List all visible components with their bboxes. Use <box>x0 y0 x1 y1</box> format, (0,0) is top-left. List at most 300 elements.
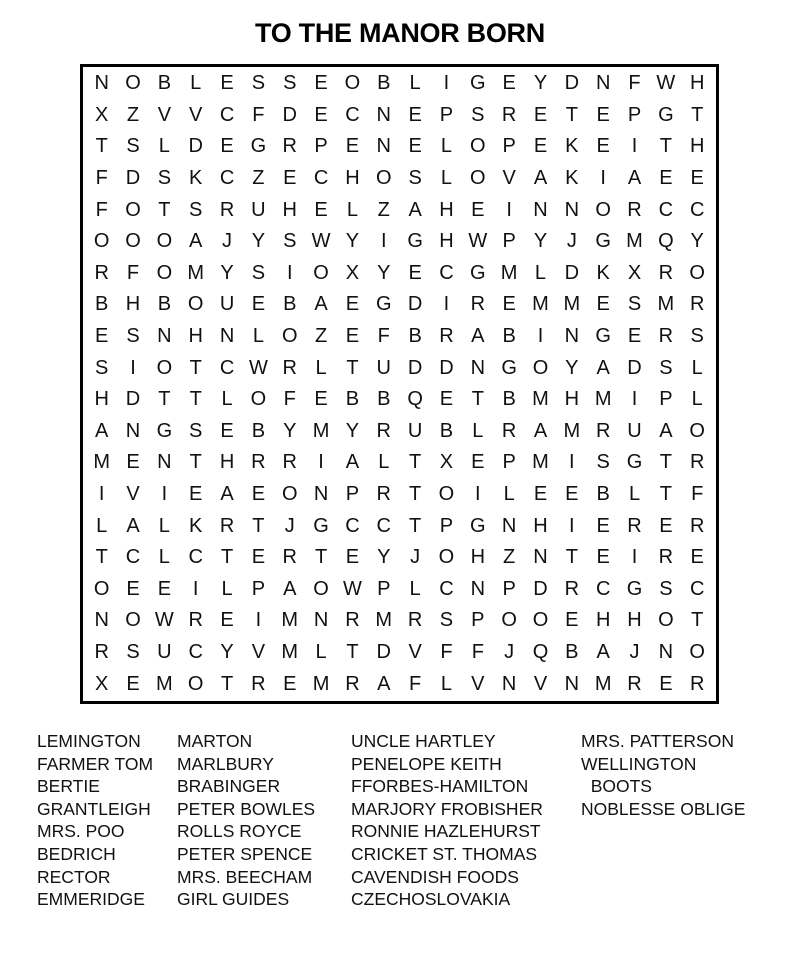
grid-letter-cell[interactable]: B <box>408 325 422 348</box>
grid-letter-cell[interactable]: H <box>439 198 454 221</box>
grid-letter-cell[interactable]: L <box>691 356 703 379</box>
grid-letter-cell[interactable]: J <box>284 514 295 537</box>
grid-letter-cell[interactable]: L <box>96 514 108 537</box>
grid-letter-cell[interactable]: A <box>596 356 610 379</box>
grid-letter-cell[interactable]: E <box>220 419 234 442</box>
grid-letter-cell[interactable]: I <box>318 451 324 474</box>
grid-letter-cell[interactable]: T <box>346 356 359 379</box>
grid-letter-cell[interactable]: Y <box>220 261 234 284</box>
grid-letter-cell[interactable]: E <box>345 546 360 569</box>
grid-letter-cell[interactable]: M <box>312 419 330 442</box>
grid-letter-cell[interactable]: E <box>565 483 579 506</box>
grid-letter-cell[interactable]: E <box>126 451 140 474</box>
grid-letter-cell[interactable]: P <box>502 451 516 474</box>
grid-letter-cell[interactable]: N <box>376 135 391 158</box>
grid-letter-cell[interactable]: F <box>440 640 453 663</box>
grid-letter-cell[interactable]: E <box>502 72 516 95</box>
grid-letter-cell[interactable]: N <box>595 72 611 95</box>
grid-letter-cell[interactable]: L <box>158 546 170 569</box>
grid-letter-cell[interactable]: F <box>377 325 390 348</box>
grid-letter-cell[interactable]: U <box>627 419 642 442</box>
grid-letter-cell[interactable]: E <box>283 167 297 190</box>
grid-letter-cell[interactable]: A <box>627 167 642 190</box>
grid-letter-cell[interactable]: F <box>409 672 422 695</box>
grid-letter-cell[interactable]: S <box>596 451 610 474</box>
grid-letter-cell[interactable]: H <box>627 609 642 632</box>
grid-letter-cell[interactable]: A <box>533 167 548 190</box>
word-search-grid[interactable] <box>86 68 713 700</box>
grid-letter-cell[interactable]: R <box>689 293 705 316</box>
grid-letter-cell[interactable]: U <box>376 356 391 379</box>
grid-letter-cell[interactable]: S <box>471 103 485 126</box>
grid-letter-cell[interactable]: P <box>627 103 642 126</box>
grid-letter-cell[interactable]: A <box>471 325 485 348</box>
grid-letter-cell[interactable]: P <box>502 230 516 253</box>
grid-letter-cell[interactable]: T <box>659 451 672 474</box>
grid-letter-cell[interactable]: D <box>564 261 580 284</box>
grid-letter-cell[interactable]: O <box>93 230 110 253</box>
grid-letter-cell[interactable]: T <box>158 198 171 221</box>
grid-letter-cell[interactable]: L <box>158 514 170 537</box>
grid-letter-cell[interactable]: N <box>470 577 486 600</box>
grid-letter-cell[interactable]: E <box>659 514 673 537</box>
grid-letter-cell[interactable]: O <box>689 419 705 442</box>
grid-letter-cell[interactable]: U <box>407 419 423 442</box>
grid-letter-cell[interactable]: O <box>125 609 141 632</box>
grid-letter-cell[interactable]: B <box>345 388 360 411</box>
grid-letter-cell[interactable]: E <box>314 72 328 95</box>
grid-letter-cell[interactable]: O <box>125 230 141 253</box>
grid-letter-cell[interactable]: S <box>439 609 454 632</box>
grid-letter-cell[interactable]: O <box>344 72 361 95</box>
grid-letter-cell[interactable]: Q <box>407 388 423 411</box>
grid-letter-cell[interactable]: L <box>190 72 202 95</box>
grid-letter-cell[interactable]: P <box>439 514 454 537</box>
grid-letter-cell[interactable]: E <box>251 546 266 569</box>
grid-letter-cell[interactable]: L <box>221 577 233 600</box>
grid-letter-cell[interactable]: E <box>596 293 610 316</box>
grid-letter-cell[interactable]: W <box>656 72 676 95</box>
grid-letter-cell[interactable]: X <box>439 451 454 474</box>
grid-letter-cell[interactable]: E <box>533 135 548 158</box>
grid-letter-cell[interactable]: I <box>443 293 450 316</box>
grid-letter-cell[interactable]: M <box>156 672 173 695</box>
grid-letter-cell[interactable]: S <box>189 198 203 221</box>
grid-letter-cell[interactable]: R <box>627 672 642 695</box>
grid-letter-cell[interactable]: E <box>439 388 454 411</box>
grid-letter-cell[interactable]: O <box>313 577 329 600</box>
grid-letter-cell[interactable]: S <box>690 325 704 348</box>
grid-letter-cell[interactable]: M <box>563 419 581 442</box>
grid-letter-cell[interactable]: G <box>470 514 486 537</box>
grid-letter-cell[interactable]: A <box>220 483 234 506</box>
grid-letter-cell[interactable]: A <box>189 230 203 253</box>
grid-letter-cell[interactable]: I <box>286 261 293 284</box>
grid-letter-cell[interactable]: C <box>219 356 235 379</box>
grid-letter-cell[interactable]: S <box>659 356 673 379</box>
grid-letter-cell[interactable]: N <box>564 325 580 348</box>
grid-letter-cell[interactable]: N <box>313 483 329 506</box>
grid-letter-cell[interactable]: T <box>565 103 578 126</box>
grid-letter-cell[interactable]: S <box>251 72 266 95</box>
grid-letter-cell[interactable]: O <box>689 261 705 284</box>
grid-letter-cell[interactable]: F <box>126 261 140 284</box>
grid-letter-cell[interactable]: N <box>313 609 329 632</box>
grid-letter-cell[interactable]: A <box>533 419 548 442</box>
grid-letter-cell[interactable]: R <box>658 325 674 348</box>
grid-letter-cell[interactable]: O <box>470 167 486 190</box>
grid-letter-cell[interactable]: E <box>596 546 610 569</box>
grid-letter-cell[interactable]: R <box>627 514 642 537</box>
grid-letter-cell[interactable]: L <box>440 167 453 190</box>
grid-letter-cell[interactable]: F <box>95 167 108 190</box>
grid-letter-cell[interactable]: Z <box>252 167 265 190</box>
grid-letter-cell[interactable]: V <box>502 167 516 190</box>
grid-letter-cell[interactable]: R <box>627 198 642 221</box>
grid-letter-cell[interactable]: L <box>440 672 453 695</box>
grid-letter-cell[interactable]: N <box>564 672 580 695</box>
grid-letter-cell[interactable]: C <box>439 577 454 600</box>
grid-letter-cell[interactable]: C <box>439 261 454 284</box>
grid-letter-cell[interactable]: T <box>691 103 704 126</box>
grid-letter-cell[interactable]: R <box>345 672 360 695</box>
grid-letter-cell[interactable]: F <box>283 388 296 411</box>
grid-letter-cell[interactable]: G <box>470 72 486 95</box>
grid-letter-cell[interactable]: L <box>628 483 641 506</box>
grid-letter-cell[interactable]: S <box>189 419 203 442</box>
grid-letter-cell[interactable]: D <box>533 577 548 600</box>
grid-letter-cell[interactable]: M <box>532 451 549 474</box>
grid-letter-cell[interactable]: A <box>126 514 140 537</box>
grid-letter-cell[interactable]: G <box>470 261 486 284</box>
grid-letter-cell[interactable]: C <box>345 103 360 126</box>
grid-letter-cell[interactable]: E <box>220 609 234 632</box>
grid-letter-cell[interactable]: E <box>690 546 704 569</box>
grid-letter-cell[interactable]: E <box>471 198 485 221</box>
grid-letter-cell[interactable]: P <box>659 388 673 411</box>
grid-letter-cell[interactable]: T <box>220 672 234 695</box>
grid-letter-cell[interactable]: T <box>409 451 422 474</box>
grid-letter-cell[interactable]: N <box>470 356 486 379</box>
grid-letter-cell[interactable]: E <box>157 577 172 600</box>
grid-letter-cell[interactable]: L <box>315 640 327 663</box>
grid-letter-cell[interactable]: H <box>689 72 705 95</box>
grid-letter-cell[interactable]: V <box>251 640 266 663</box>
grid-letter-cell[interactable]: V <box>126 483 140 506</box>
grid-letter-cell[interactable]: T <box>95 135 108 158</box>
grid-letter-cell[interactable]: Y <box>565 356 579 379</box>
grid-letter-cell[interactable]: B <box>377 388 391 411</box>
grid-letter-cell[interactable]: S <box>659 577 673 600</box>
grid-letter-cell[interactable]: L <box>221 388 233 411</box>
grid-letter-cell[interactable]: N <box>219 325 235 348</box>
grid-letter-cell[interactable]: Y <box>377 546 391 569</box>
grid-letter-cell[interactable]: E <box>408 103 422 126</box>
grid-letter-cell[interactable]: P <box>251 577 266 600</box>
grid-letter-cell[interactable]: L <box>534 261 547 284</box>
grid-letter-cell[interactable]: R <box>470 293 486 316</box>
grid-letter-cell[interactable]: L <box>691 388 703 411</box>
grid-letter-cell[interactable]: O <box>470 135 486 158</box>
grid-letter-cell[interactable]: E <box>314 388 328 411</box>
grid-letter-cell[interactable]: O <box>281 325 298 348</box>
grid-letter-cell[interactable]: S <box>126 135 140 158</box>
grid-letter-cell[interactable]: T <box>346 640 359 663</box>
grid-letter-cell[interactable]: C <box>219 103 235 126</box>
grid-letter-cell[interactable]: O <box>501 609 517 632</box>
grid-letter-cell[interactable]: E <box>690 167 704 190</box>
grid-letter-cell[interactable]: V <box>471 672 485 695</box>
grid-letter-cell[interactable]: E <box>126 577 140 600</box>
grid-letter-cell[interactable]: A <box>283 577 297 600</box>
grid-letter-cell[interactable]: G <box>313 514 329 537</box>
grid-letter-cell[interactable]: I <box>631 546 638 569</box>
grid-letter-cell[interactable]: R <box>439 325 454 348</box>
grid-letter-cell[interactable]: B <box>502 388 516 411</box>
grid-letter-cell[interactable]: P <box>345 483 360 506</box>
grid-letter-cell[interactable]: R <box>94 640 109 663</box>
grid-letter-cell[interactable]: I <box>537 325 544 348</box>
grid-letter-cell[interactable]: E <box>533 103 548 126</box>
grid-letter-cell[interactable]: I <box>631 388 638 411</box>
grid-letter-cell[interactable]: I <box>569 514 575 537</box>
grid-letter-cell[interactable]: A <box>314 293 328 316</box>
grid-letter-cell[interactable]: T <box>220 546 234 569</box>
grid-letter-cell[interactable]: W <box>248 356 268 379</box>
grid-letter-cell[interactable]: N <box>94 609 109 632</box>
grid-letter-cell[interactable]: M <box>532 388 549 411</box>
grid-letter-cell[interactable]: T <box>95 546 108 569</box>
grid-letter-cell[interactable]: I <box>569 451 575 474</box>
grid-letter-cell[interactable]: O <box>689 640 705 663</box>
grid-letter-cell[interactable]: E <box>95 325 109 348</box>
grid-letter-cell[interactable]: O <box>313 261 329 284</box>
grid-letter-cell[interactable]: T <box>691 609 704 632</box>
grid-letter-cell[interactable]: T <box>189 356 202 379</box>
grid-letter-cell[interactable]: H <box>188 325 203 348</box>
grid-letter-cell[interactable]: C <box>658 198 674 221</box>
grid-letter-cell[interactable]: I <box>506 198 512 221</box>
grid-letter-cell[interactable]: O <box>187 293 204 316</box>
grid-letter-cell[interactable]: R <box>251 672 266 695</box>
grid-letter-cell[interactable]: E <box>314 103 328 126</box>
grid-letter-cell[interactable]: Y <box>533 72 548 95</box>
grid-letter-cell[interactable]: O <box>532 356 549 379</box>
grid-letter-cell[interactable]: N <box>501 672 517 695</box>
grid-letter-cell[interactable]: W <box>468 230 488 253</box>
grid-letter-cell[interactable]: C <box>595 577 611 600</box>
grid-letter-cell[interactable]: Y <box>251 230 266 253</box>
grid-letter-cell[interactable]: G <box>595 325 611 348</box>
grid-letter-cell[interactable]: I <box>161 483 168 506</box>
grid-letter-cell[interactable]: B <box>283 293 297 316</box>
grid-letter-cell[interactable]: T <box>565 546 578 569</box>
grid-letter-cell[interactable]: M <box>375 609 393 632</box>
grid-letter-cell[interactable]: E <box>283 672 297 695</box>
grid-letter-cell[interactable]: B <box>377 72 391 95</box>
grid-letter-cell[interactable]: S <box>283 230 297 253</box>
grid-letter-cell[interactable]: B <box>439 419 454 442</box>
grid-letter-cell[interactable]: R <box>219 514 235 537</box>
grid-letter-cell[interactable]: D <box>188 135 203 158</box>
grid-letter-cell[interactable]: G <box>375 293 392 316</box>
grid-letter-cell[interactable]: N <box>533 546 548 569</box>
grid-letter-cell[interactable]: L <box>378 451 390 474</box>
grid-letter-cell[interactable]: E <box>251 483 266 506</box>
grid-letter-cell[interactable]: R <box>188 609 203 632</box>
grid-letter-cell[interactable]: Y <box>220 640 234 663</box>
grid-letter-cell[interactable]: K <box>565 167 579 190</box>
grid-letter-cell[interactable]: E <box>659 672 673 695</box>
grid-letter-cell[interactable]: T <box>314 546 328 569</box>
grid-letter-cell[interactable]: H <box>595 609 611 632</box>
grid-letter-cell[interactable]: H <box>470 546 486 569</box>
grid-letter-cell[interactable]: F <box>252 103 265 126</box>
grid-letter-cell[interactable]: Y <box>533 230 548 253</box>
grid-letter-cell[interactable]: V <box>157 103 172 126</box>
grid-letter-cell[interactable]: R <box>282 451 297 474</box>
grid-letter-cell[interactable]: X <box>95 103 109 126</box>
grid-letter-cell[interactable]: C <box>689 577 705 600</box>
grid-letter-cell[interactable]: R <box>219 198 235 221</box>
grid-letter-cell[interactable]: T <box>659 135 672 158</box>
grid-letter-cell[interactable]: D <box>376 640 391 663</box>
grid-letter-cell[interactable]: R <box>689 451 705 474</box>
grid-letter-cell[interactable]: S <box>157 167 172 190</box>
grid-letter-cell[interactable]: G <box>626 451 643 474</box>
grid-letter-cell[interactable]: F <box>471 640 484 663</box>
grid-letter-cell[interactable]: X <box>95 672 109 695</box>
grid-letter-cell[interactable]: W <box>342 577 362 600</box>
grid-letter-cell[interactable]: E <box>627 325 642 348</box>
grid-letter-cell[interactable]: M <box>281 609 299 632</box>
grid-letter-cell[interactable]: T <box>409 514 422 537</box>
grid-letter-cell[interactable]: T <box>409 483 422 506</box>
grid-letter-cell[interactable]: A <box>596 640 610 663</box>
grid-letter-cell[interactable]: C <box>125 546 141 569</box>
grid-letter-cell[interactable]: N <box>125 419 141 442</box>
grid-letter-cell[interactable]: M <box>93 451 110 474</box>
grid-letter-cell[interactable]: E <box>345 325 360 348</box>
grid-letter-cell[interactable]: I <box>98 483 105 506</box>
grid-letter-cell[interactable]: G <box>250 135 267 158</box>
grid-letter-cell[interactable]: A <box>377 672 391 695</box>
grid-letter-cell[interactable]: R <box>501 103 517 126</box>
grid-letter-cell[interactable]: B <box>157 72 172 95</box>
grid-letter-cell[interactable]: I <box>443 72 450 95</box>
grid-letter-cell[interactable]: E <box>345 293 360 316</box>
grid-letter-cell[interactable]: V <box>189 103 203 126</box>
grid-letter-cell[interactable]: C <box>689 198 705 221</box>
grid-letter-cell[interactable]: F <box>628 72 641 95</box>
grid-letter-cell[interactable]: E <box>251 293 266 316</box>
grid-letter-cell[interactable]: I <box>192 577 199 600</box>
grid-letter-cell[interactable]: L <box>315 356 327 379</box>
grid-letter-cell[interactable]: H <box>689 135 705 158</box>
grid-letter-cell[interactable]: L <box>346 198 358 221</box>
grid-letter-cell[interactable]: O <box>125 72 141 95</box>
grid-letter-cell[interactable]: X <box>345 261 360 284</box>
grid-letter-cell[interactable]: G <box>658 103 674 126</box>
grid-letter-cell[interactable]: O <box>438 483 455 506</box>
grid-letter-cell[interactable]: T <box>252 514 265 537</box>
grid-letter-cell[interactable]: O <box>93 577 110 600</box>
grid-letter-cell[interactable]: M <box>312 672 330 695</box>
grid-letter-cell[interactable]: P <box>471 609 485 632</box>
grid-letter-cell[interactable]: O <box>156 230 173 253</box>
grid-letter-cell[interactable]: R <box>595 419 611 442</box>
grid-letter-cell[interactable]: O <box>438 546 455 569</box>
grid-letter-cell[interactable]: U <box>157 640 172 663</box>
grid-letter-cell[interactable]: M <box>657 293 675 316</box>
grid-letter-cell[interactable]: L <box>472 419 484 442</box>
grid-letter-cell[interactable]: Z <box>314 325 328 348</box>
grid-letter-cell[interactable]: P <box>377 577 391 600</box>
grid-letter-cell[interactable]: X <box>627 261 642 284</box>
grid-letter-cell[interactable]: L <box>409 577 421 600</box>
grid-letter-cell[interactable]: I <box>130 356 136 379</box>
grid-letter-cell[interactable]: E <box>596 514 610 537</box>
grid-letter-cell[interactable]: P <box>314 135 328 158</box>
grid-letter-cell[interactable]: K <box>565 135 579 158</box>
grid-letter-cell[interactable]: S <box>126 325 140 348</box>
grid-letter-cell[interactable]: R <box>251 451 266 474</box>
grid-letter-cell[interactable]: T <box>158 388 171 411</box>
grid-letter-cell[interactable]: O <box>658 609 674 632</box>
grid-letter-cell[interactable]: K <box>189 514 203 537</box>
grid-letter-cell[interactable]: H <box>219 451 235 474</box>
grid-letter-cell[interactable]: O <box>156 356 173 379</box>
grid-letter-cell[interactable]: R <box>376 483 391 506</box>
grid-letter-cell[interactable]: G <box>156 419 173 442</box>
grid-letter-cell[interactable]: R <box>658 261 674 284</box>
grid-letter-cell[interactable]: I <box>600 167 606 190</box>
grid-letter-cell[interactable]: O <box>595 198 611 221</box>
grid-letter-cell[interactable]: E <box>533 483 548 506</box>
grid-letter-cell[interactable]: N <box>501 514 517 537</box>
grid-letter-cell[interactable]: Y <box>690 230 704 253</box>
grid-letter-cell[interactable]: M <box>281 640 299 663</box>
grid-letter-cell[interactable]: Q <box>532 640 549 663</box>
grid-letter-cell[interactable]: R <box>689 514 705 537</box>
grid-letter-cell[interactable]: I <box>631 135 638 158</box>
grid-letter-cell[interactable]: J <box>410 546 421 569</box>
grid-letter-cell[interactable]: L <box>252 325 264 348</box>
grid-letter-cell[interactable]: S <box>283 72 297 95</box>
grid-letter-cell[interactable]: H <box>125 293 141 316</box>
grid-letter-cell[interactable]: R <box>94 261 109 284</box>
grid-letter-cell[interactable]: A <box>345 451 360 474</box>
grid-letter-cell[interactable]: N <box>658 640 674 663</box>
grid-letter-cell[interactable]: D <box>439 356 454 379</box>
grid-letter-cell[interactable]: C <box>345 514 360 537</box>
grid-letter-cell[interactable]: H <box>564 388 580 411</box>
grid-letter-cell[interactable]: E <box>471 451 485 474</box>
grid-letter-cell[interactable]: O <box>187 672 204 695</box>
grid-letter-cell[interactable]: O <box>532 609 549 632</box>
grid-letter-cell[interactable]: N <box>564 198 580 221</box>
grid-letter-cell[interactable]: Z <box>126 103 140 126</box>
grid-letter-cell[interactable]: A <box>659 419 673 442</box>
grid-letter-cell[interactable]: C <box>313 167 329 190</box>
grid-letter-cell[interactable]: L <box>503 483 515 506</box>
grid-letter-cell[interactable]: J <box>566 230 577 253</box>
grid-letter-cell[interactable]: M <box>594 672 612 695</box>
grid-letter-cell[interactable]: H <box>94 388 109 411</box>
grid-letter-cell[interactable]: P <box>502 577 516 600</box>
grid-letter-cell[interactable]: Y <box>345 230 360 253</box>
grid-letter-cell[interactable]: E <box>220 135 234 158</box>
